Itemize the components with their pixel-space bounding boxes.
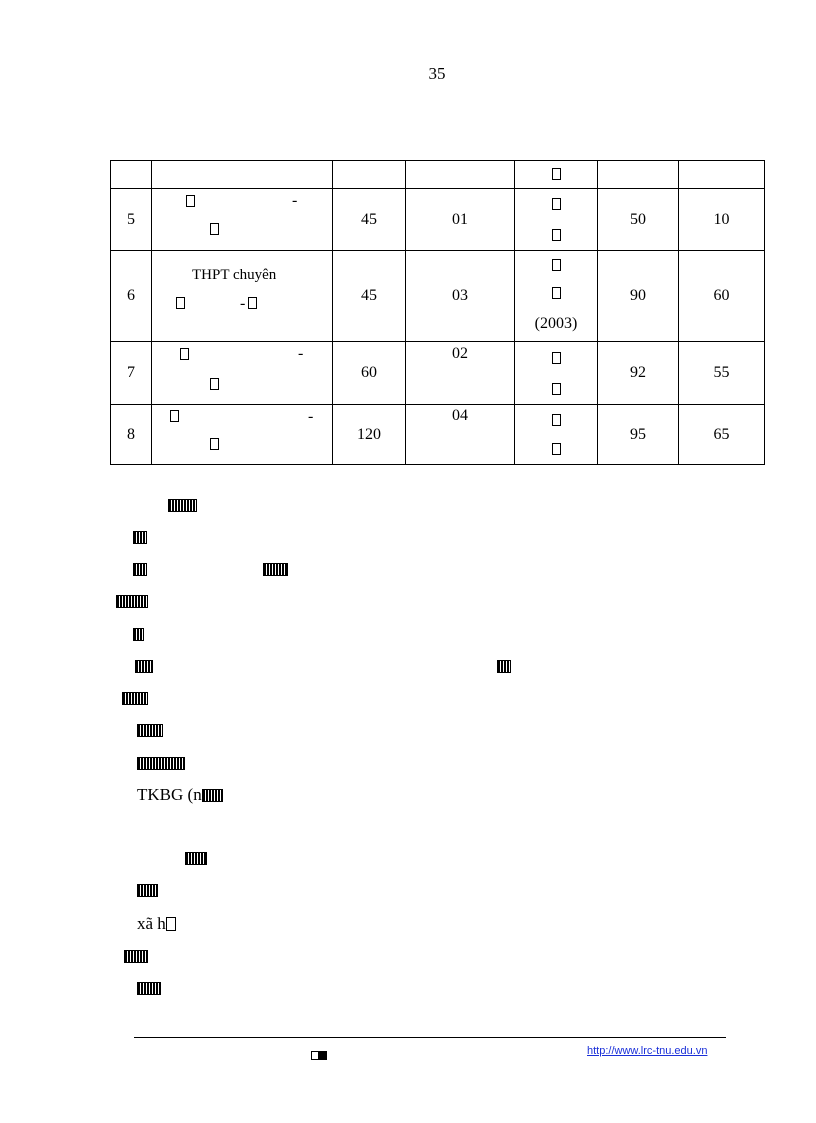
garbled-text [122,692,148,705]
garbled-text [137,724,163,737]
minutes-cell: 120 [333,405,406,465]
lessons-cell: 02 [406,342,515,405]
value-cell: 55 [679,342,765,405]
footer-link[interactable]: http://www.lrc-tnu.edu.vn [587,1045,708,1057]
lessons-cell: 03 [406,251,515,342]
value-cell: 60 [679,251,765,342]
table-row: 5 - 45 01 50 10 [111,189,765,251]
garbled-text [137,982,161,995]
table-row: 8 - 120 04 95 65 [111,405,765,465]
garbled-text [133,563,147,576]
garbled-text [124,950,148,963]
value-cell: 10 [679,189,765,251]
garbled-text [116,595,148,608]
page-number: 35 [428,64,446,83]
footer-rule [134,1037,726,1038]
garbled-text [135,660,153,673]
missing-glyph-icon [552,168,561,180]
row-number: 5 [111,189,152,251]
table-row: 7 - 60 02 92 55 [111,342,765,405]
garbled-text [168,499,197,512]
lessons-cell: 04 [406,405,515,465]
garbled-text [263,563,288,576]
garbled-text [137,884,158,897]
garbled-text [185,852,207,865]
data-table [110,160,765,465]
garbled-text [137,757,185,770]
garbled-text [133,531,147,544]
tkbg-line: TKBG (n [137,785,223,805]
value-cell: 92 [598,342,679,405]
table-row: 6 THPT chuyên - 45 03 (2003) 90 60 [111,251,765,342]
lessons-cell: 01 [406,189,515,251]
value-cell: 95 [598,405,679,465]
value-cell: 90 [598,251,679,342]
footer-mark-icon [311,1046,327,1064]
value-cell: 65 [679,405,765,465]
garbled-text [133,628,144,641]
minutes-cell: 45 [333,251,406,342]
table-row [111,161,765,189]
row-number: 8 [111,405,152,465]
year-label: (2003) [534,315,578,332]
row-number: 6 [111,251,152,342]
value-cell: 50 [598,189,679,251]
xa-hoi-line: xã h [137,914,176,934]
school-label: THPT chuyên [192,267,277,283]
minutes-cell: 60 [333,342,406,405]
garbled-text [497,660,511,673]
minutes-cell: 45 [333,189,406,251]
row-number: 7 [111,342,152,405]
